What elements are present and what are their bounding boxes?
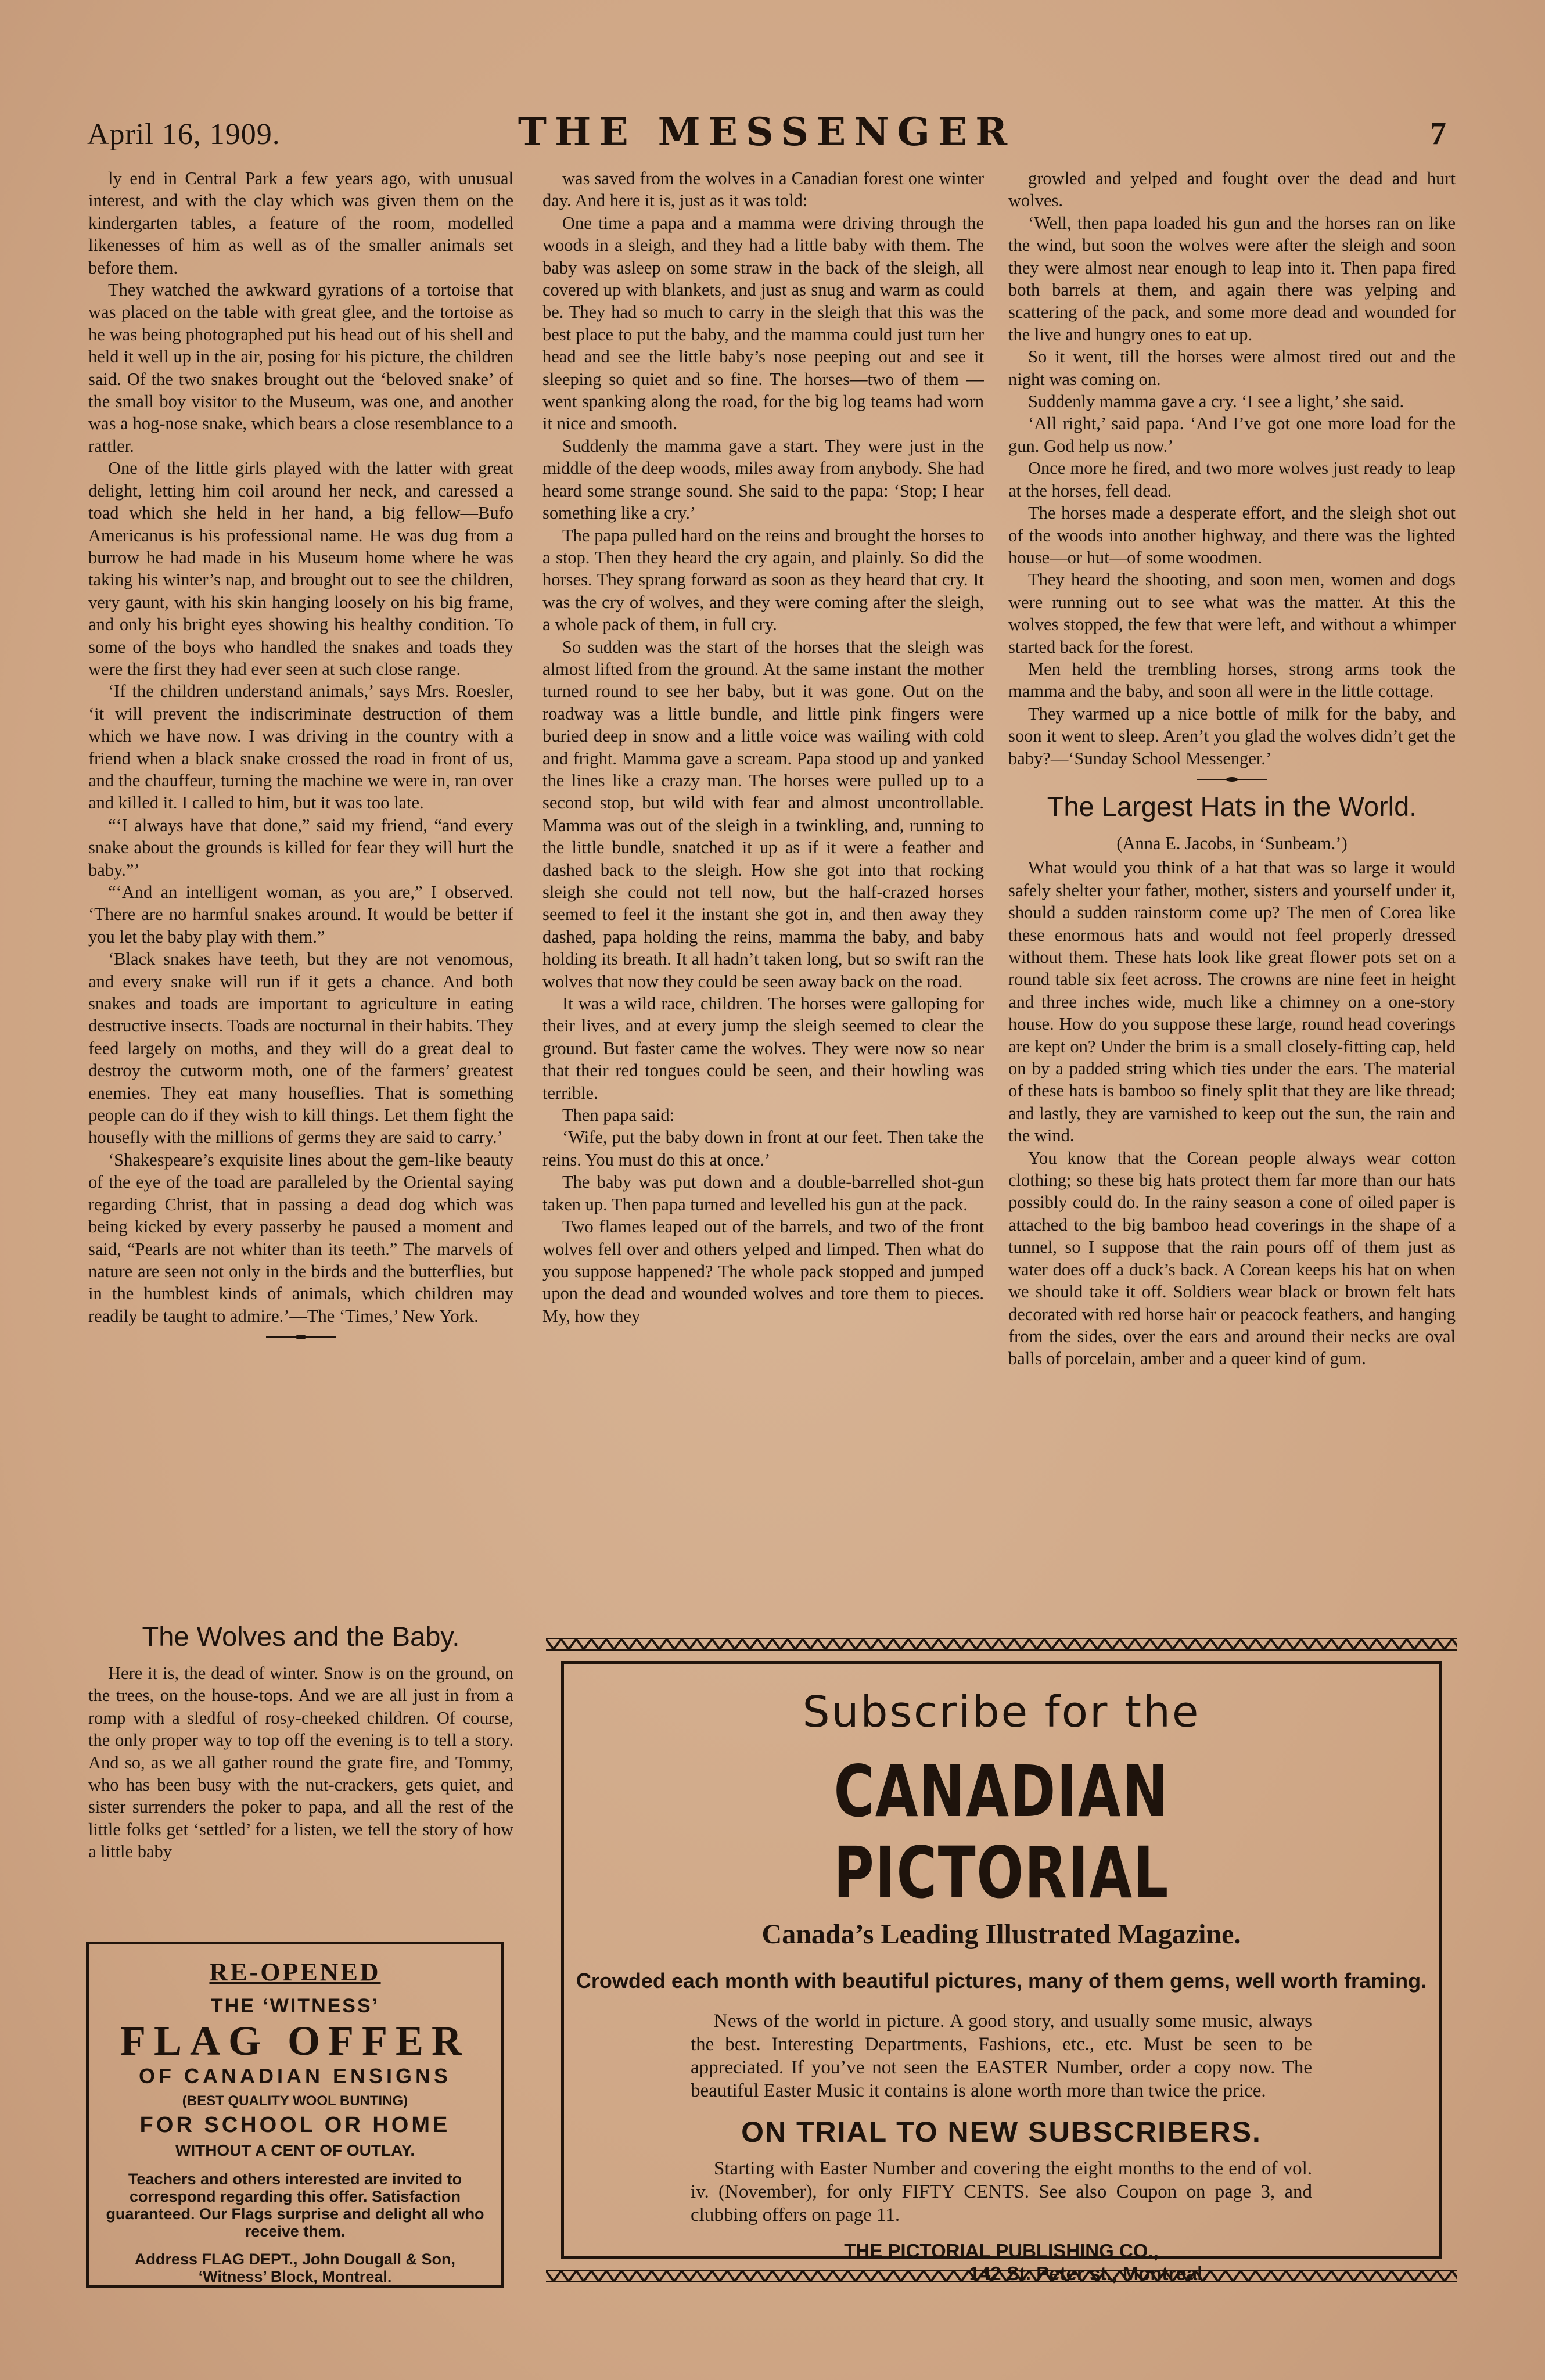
masthead-title: THE MESSENGER <box>518 109 1016 154</box>
column-3 <box>1008 167 1456 1619</box>
ad-frame <box>561 1661 1442 2262</box>
ad-flag-offer: FLAG OFFER <box>120 2018 470 2064</box>
paragraph: The baby was put down and a double-barrelled shot-gun taken up. Then papa turned and levelled his gun at the pack. <box>542 1172 984 1214</box>
paragraph: ‘Shakespeare’s exquisite lines about the gem-like beauty of the eye of the toad are paralleled by the Oriental saying regarding Christ, that in passing a dead dog which was being kicked by every passerby he paused a moment and said, “Pearls are not whiter than its teeth.” The marvels of nature are seen not only in the birds and the butterflies, but in the humblest kinds of animals, which children may readily be taught to admire.’—The ‘Times,’ New York. <box>88 1149 513 1326</box>
paragraph: “‘And an intelligent woman, as you are,” I observed. ‘There are no harmful snakes around. It would be better if you let the baby play with them.” <box>88 882 513 947</box>
paragraph: ‘If the children understand animals,’ says Mrs. Roesler, ‘it will prevent the indiscriminate destruction of them which we have now. I was driving in the country with a friend when a black snake crossed the road in front of us, and the chauffeur, turning the machine we were in, ran over and killed it. I called to him, but it was too late. <box>88 681 513 813</box>
ad-crowded: Crowded each month with beautiful pictures, many of them gems, well worth framing. <box>576 1969 1427 1993</box>
paragraph: Then papa said: <box>562 1105 675 1126</box>
paragraph: They watched the awkward gyrations of a tortoise that was placed on the table with great glee, and the tortoise as he was being photographed put his head out of his shell and held it well up in the air, posing for his picture, the children said. Of the two snakes brought out the ‘beloved snake’ of the small boy visitor to the Museum, was one, and another was a hog-nose snake, which bears a close resemblance to a rattler. <box>88 280 513 456</box>
paragraph: Men held the trembling horses, strong arms took the mamma and the baby, and soon all were in the little cottage. <box>1008 659 1456 702</box>
ad-magazine-name: CANADIAN PICTORIAL <box>833 1750 1169 1914</box>
ad-tagline: Canada’s Leading Illustrated Magazine. <box>761 1919 1241 1950</box>
decorative-border-top <box>546 1638 1457 1651</box>
page-header <box>87 109 1446 161</box>
paragraph: ‘Well, then papa loaded his gun and the horses ran on like the wind, but soon the wolves were after the sleigh and soon they were almost near enough to leap into it. Then papa fired both barrels at them, and again there was yelping and scattering of the pack, and some more dead and wounded for the live and hungry ones to eat up. <box>1008 213 1456 344</box>
ad-school: FOR SCHOOL OR HOME <box>139 2113 451 2137</box>
ornamental-rule <box>266 1333 336 1341</box>
wolves-article <box>88 1613 513 1863</box>
paragraph: What would you think of a hat that was so large it would safely shelter your father, mother, sisters and yourself under it, should a sudden rainstorm come up? The men of Corea like these enormous hats and would not feel properly dressed without them. These hats look like great flower pots set on a round table six feet across. The crowns are nine feet in height and three inches wide, much like a chimney on a one-story house. How do you suppose these large, round head coverings are kept on? Under the brim is a small closely-fitting cap, held on by a padded string which ties under the ears. The material of these hats is bamboo so finely split that they are like thread; and lastly, they are varnished to keep out the sun, the rain and the wind. <box>1008 858 1456 1146</box>
ad-ensigns: OF CANADIAN ENSIGNS <box>138 2064 452 2088</box>
paragraph: ‘Wife, put the baby down in front at our feet. Then take the reins. You must do this at once.’ <box>542 1127 984 1170</box>
ad-news: News of the world in picture. A good story, and usually some music, always the best. Interesting Departments, Fashions, etc., etc. Must be seen to be appreciated. If you’ve not seen the EASTER Number, order a copy now. The beautiful Easter Music it contains is alone worth more than twice the price. <box>691 2011 1312 2101</box>
paragraph: The horses made a desperate effort, and the sleigh shot out of the woods into another highway, and there was the lighted house—or hut—of some woodmen. <box>1008 503 1456 567</box>
paragraph: ‘All right,’ said papa. ‘And I’ve got one more load for the gun. God help us now.’ <box>1008 414 1456 456</box>
paragraph: The papa pulled hard on the reins and brought the horses to a stop. Then they heard the cry again, and plainly. So did the horses. They sprang forward as soon as they heard that cry. It was the cry of wolves, and they were coming after the sleigh, a whole pack of them, in full cry. <box>542 525 984 635</box>
paragraph: So it went, till the horses were almost tired out and the night was coming on. <box>1008 347 1456 389</box>
ad-trial: ON TRIAL TO NEW SUBSCRIBERS. <box>741 2116 1262 2148</box>
ad-publisher: THE PICTORIAL PUBLISHING CO., <box>844 2240 1159 2262</box>
paragraph: “‘I always have that done,” said my friend, “and every snake about the grounds is killed for fear they will hurt the baby.”’ <box>88 815 513 880</box>
ad-subscribe: Subscribe for the <box>802 1687 1201 1737</box>
ad-without: WITHOUT A CENT OF OUTLAY. <box>175 2141 415 2159</box>
paragraph: was saved from the wolves in a Canadian forest one winter day. And here it is, just as it was told: <box>542 168 984 211</box>
article-title: The Largest Hats in the World. <box>1047 790 1417 822</box>
ad-starting: Starting with Easter Number and covering the eight months to the end of vol. iv. (November), for only FIFTY CENTS. See also Coupon on page 3, and clubbing offers on page 11. <box>691 2158 1312 2226</box>
paragraph: growled and yelped and fought over the dead and hurt wolves. <box>1008 168 1456 211</box>
paragraph: They warmed up a nice bottle of milk for the baby, and soon it went to sleep. Aren’t you glad the wolves didn’t get the baby?—‘Sunday School Messenger.’ <box>1008 703 1456 768</box>
ornamental-rule <box>1197 775 1267 783</box>
column-1 <box>88 167 513 1625</box>
paragraph: ly end in Central Park a few years ago, with unusual interest, and with the clay which was given them on the kindergarten tables, a feature of the room, modelled likenesses of him as well as of the smaller animals set before them. <box>88 168 513 278</box>
paragraph: Suddenly the mamma gave a start. They were just in the middle of the deep woods, miles away from anybody. She had heard some strange sound. She said to the papa: ‘Stop; I hear something like a cry.’ <box>542 436 984 523</box>
paragraph: Here it is, the dead of winter. Snow is on the ground, on the trees, on the house-tops. And we are all just in from a romp with a sledful of rosy-cheeked children. Of course, the only proper way to top off the evening is to tell a story. And so, as we all gather round the grate fire, and Tommy, who has been busy with the nut-crackers, gets quiet, and sister surrenders the poker to papa, and all the rest of the little folks get ‘settled’ for a listen, we tell the story of how a little baby <box>88 1663 513 1862</box>
page-number: 7 <box>1430 116 1446 152</box>
column-2 <box>542 167 984 1619</box>
ad-witness: THE ‘WITNESS’ <box>210 1995 380 2017</box>
decorative-border-bottom <box>546 2270 1457 2282</box>
paragraph: So sudden was the start of the horses that the sleigh was almost lifted from the ground. At the same instant the mother turned round to see her baby, but it was gone. Out on the roadway was a little bundle, and little pink fingers were buried deep in snow and a little voice was wailing with cold and fright. Mamma gave a scream. Papa stood up and yanked the lines like a crazy man. The horses were pulled up to a second stop, but wild with fear and almost uncontrollable. Mamma was out of the sleigh in a twinkling, and, running to the little bundle, snatched it up as if it were a feather and dashed back to the sleigh. How she got into that rocking sleigh she could not tell now, but the half-crazed horses seemed to feel it the instant she got in, and then away they dashed, papa holding the reins, mamma the baby, and baby holding its breath. It all hadn’t taken long, but so swift ran the wolves that now they could be seen away back on the road. <box>542 637 984 991</box>
paragraph: One time a papa and a mamma were driving through the woods in a sleigh, and they had a little baby with them. The baby was asleep on some straw in the back of the sleigh, all covered up with blankets, and just as snug and warm as could be. They had so much to carry in the sleigh that this was the best place to put the baby, and the mamma could just turn her head and see the little baby’s nose peeping out and see it sleeping so quiet and so fine. The horses—two of them —went spanking along the road, for the big log teams had worn it nice and smooth. <box>542 213 984 434</box>
flag-offer-ad <box>86 1942 504 2288</box>
paragraph: It was a wild race, children. The horses were galloping for their lives, and at every jump the sleigh seemed to clear the ground. But faster came the wolves. They were now so near that their red tongues could be seen, and their howling was terrible. <box>542 994 984 1103</box>
issue-date: April 16, 1909. <box>87 118 281 151</box>
article-title: The Wolves and the Baby. <box>142 1621 460 1652</box>
ad-teachers: Teachers and others interested are invited to correspond regarding this offer. Satisfaction guaranteed. Our Flags surprise and delight all who receive them. <box>106 2170 484 2240</box>
paragraph: You know that the Corean people always wear cotton clothing; so these big hats protect them far more than our hats possibly could do. In the rainy season a cone of oiled paper is attached to the big bamboo head coverings in the shape of a tunnel, so I suppose that the rain pours off of them just as water does off a duck’s back. A Corean keeps his hat on when we should take it off. Soldiers wear black or brown felt hats decorated with red horse hair or peacock feathers, and hanging from the sides, over the ears and around their necks are oval balls of porcelain, amber and a queer kind of gum. <box>1008 1148 1456 1369</box>
paragraph: One of the little girls played with the latter with great delight, letting him coil around her neck, and caressed a toad which she held in her hand, a big fellow—Bufo Americanus is his professional name. He was dug from a burrow he had made in his Museum home where he was taking his winter’s nap, and brought out to see the children, very gaunt, with his skin hanging loosely on his big frame, and only his bright eyes showing his healthy condition. To some of the boys who handled the snakes and toads they were the first they had ever seen at such close range. <box>88 458 513 679</box>
ad-quality: (BEST QUALITY WOOL BUNTING) <box>182 2093 408 2109</box>
paragraph: Suddenly mamma gave a cry. ‘I see a light,’ she said. <box>1028 391 1404 412</box>
paragraph: Two flames leaped out of the barrels, and two of the front wolves fell over and others yelped and limped. Then what do you suppose happened? The whole pack stopped and jumped upon the dead and wounded wolves and tore them to pieces. My, how they <box>542 1217 984 1326</box>
paragraph: Once more he fired, and two more wolves just ready to leap at the horses, fell dead. <box>1008 458 1456 501</box>
pictorial-ad <box>546 1638 1457 2282</box>
paragraph: They heard the shooting, and soon men, women and dogs were running out to see what was the matter. At this the wolves stopped, the few that were left, and without a whimper started back for the forest. <box>1008 570 1456 657</box>
ad-reopened: RE-OPENED <box>209 1958 381 1986</box>
ad-address: Address FLAG DEPT., John Dougall & Son, ‘Witness’ Block, Montreal. <box>134 2250 456 2285</box>
paragraph: ‘Black snakes have teeth, but they are not venomous, and every snake will run if it gets a chance. And both snakes and toads are important to agriculture in eating destructive insects. Toads are nocturnal in their habits. They feed largely on moths, and they will do a great deal to destroy the cutworm moth, one of the farmers’ greatest enemies. They eat many houseflies. That is something people can do if they wish to kill things. Let them fight the housefly with the millions of germs they are said to carry.’ <box>88 949 513 1148</box>
article-byline: (Anna E. Jacobs, in ‘Sunbeam.’) <box>1116 833 1348 853</box>
